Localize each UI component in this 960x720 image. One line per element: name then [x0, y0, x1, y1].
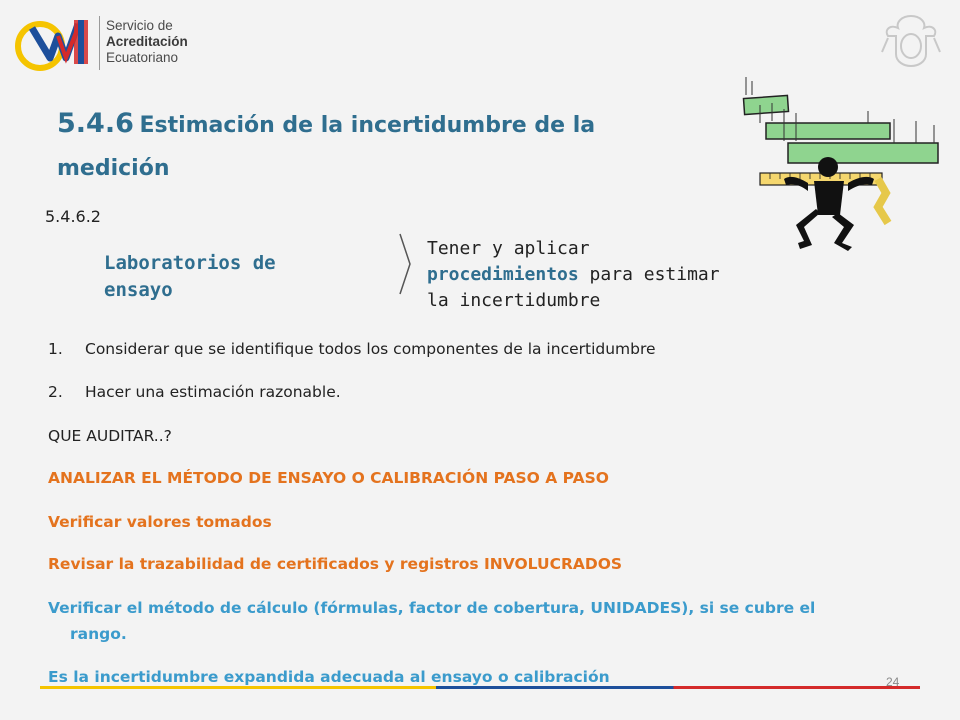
- orange-line-verify: Verificar valores tomados: [48, 513, 272, 531]
- orange-line-analyze: ANALIZAR EL MÉTODO DE ENSAYO O CALIBRACIÓN PASO A PASO: [48, 469, 609, 487]
- list-index: 1.: [48, 340, 63, 358]
- slide-title: [57, 103, 697, 191]
- sae-logo: [14, 14, 214, 72]
- title-number: 5.4.6: [57, 108, 134, 139]
- question-line: QUE AUDITAR..?: [48, 427, 172, 445]
- procedure-line1: Tener y aplicar: [427, 238, 590, 259]
- lab-heading: [104, 250, 354, 304]
- procedure-bold: procedimientos: [427, 264, 579, 285]
- logo-divider: [99, 16, 100, 70]
- blue-method-line2: rango.: [70, 625, 127, 643]
- logo-line3: Ecuatoriano: [106, 50, 179, 65]
- procedure-line3: la incertidumbre: [427, 290, 601, 311]
- coat-of-arms-icon: [880, 12, 942, 68]
- list-item: [48, 340, 928, 358]
- footer-color-bar: [40, 686, 920, 689]
- cartoon-measuring-figure-icon: [738, 75, 946, 255]
- lab-heading-line2: ensayo: [104, 279, 173, 301]
- logo-line2: Acreditación: [106, 34, 188, 49]
- section-number: 5.4.6.2: [45, 207, 101, 226]
- blue-line-expanded: Es la incertidumbre expandida adecuada al ensayo o calibración: [48, 668, 610, 686]
- list-index: 2.: [48, 383, 63, 401]
- page-number: 24: [886, 675, 900, 689]
- procedure-line2: [427, 262, 827, 288]
- orange-line-traceability: Revisar la trazabilidad de certificados y registros INVOLUCRADOS: [48, 555, 623, 573]
- logo-text: [106, 18, 188, 66]
- list-text: Considerar que se identifique todos los componentes de la incertidumbre: [85, 340, 656, 358]
- blue-line-method: [48, 595, 928, 647]
- list-item: [48, 383, 928, 401]
- logo-emblem-icon: [14, 14, 94, 72]
- lab-heading-line1: Laboratorios de: [104, 252, 276, 274]
- list-text: Hacer una estimación razonable.: [85, 383, 341, 401]
- logo-line1: Servicio de: [106, 18, 173, 33]
- title-text: Estimación de la incertidumbre de la medición: [57, 113, 596, 181]
- procedure-part2: para estimar: [578, 264, 720, 285]
- blue-method-line1: Verificar el método de cálculo (fórmulas, factor de cobertura, UNIDADES), si se cubre el: [48, 599, 816, 617]
- angle-bracket-icon: [398, 232, 412, 296]
